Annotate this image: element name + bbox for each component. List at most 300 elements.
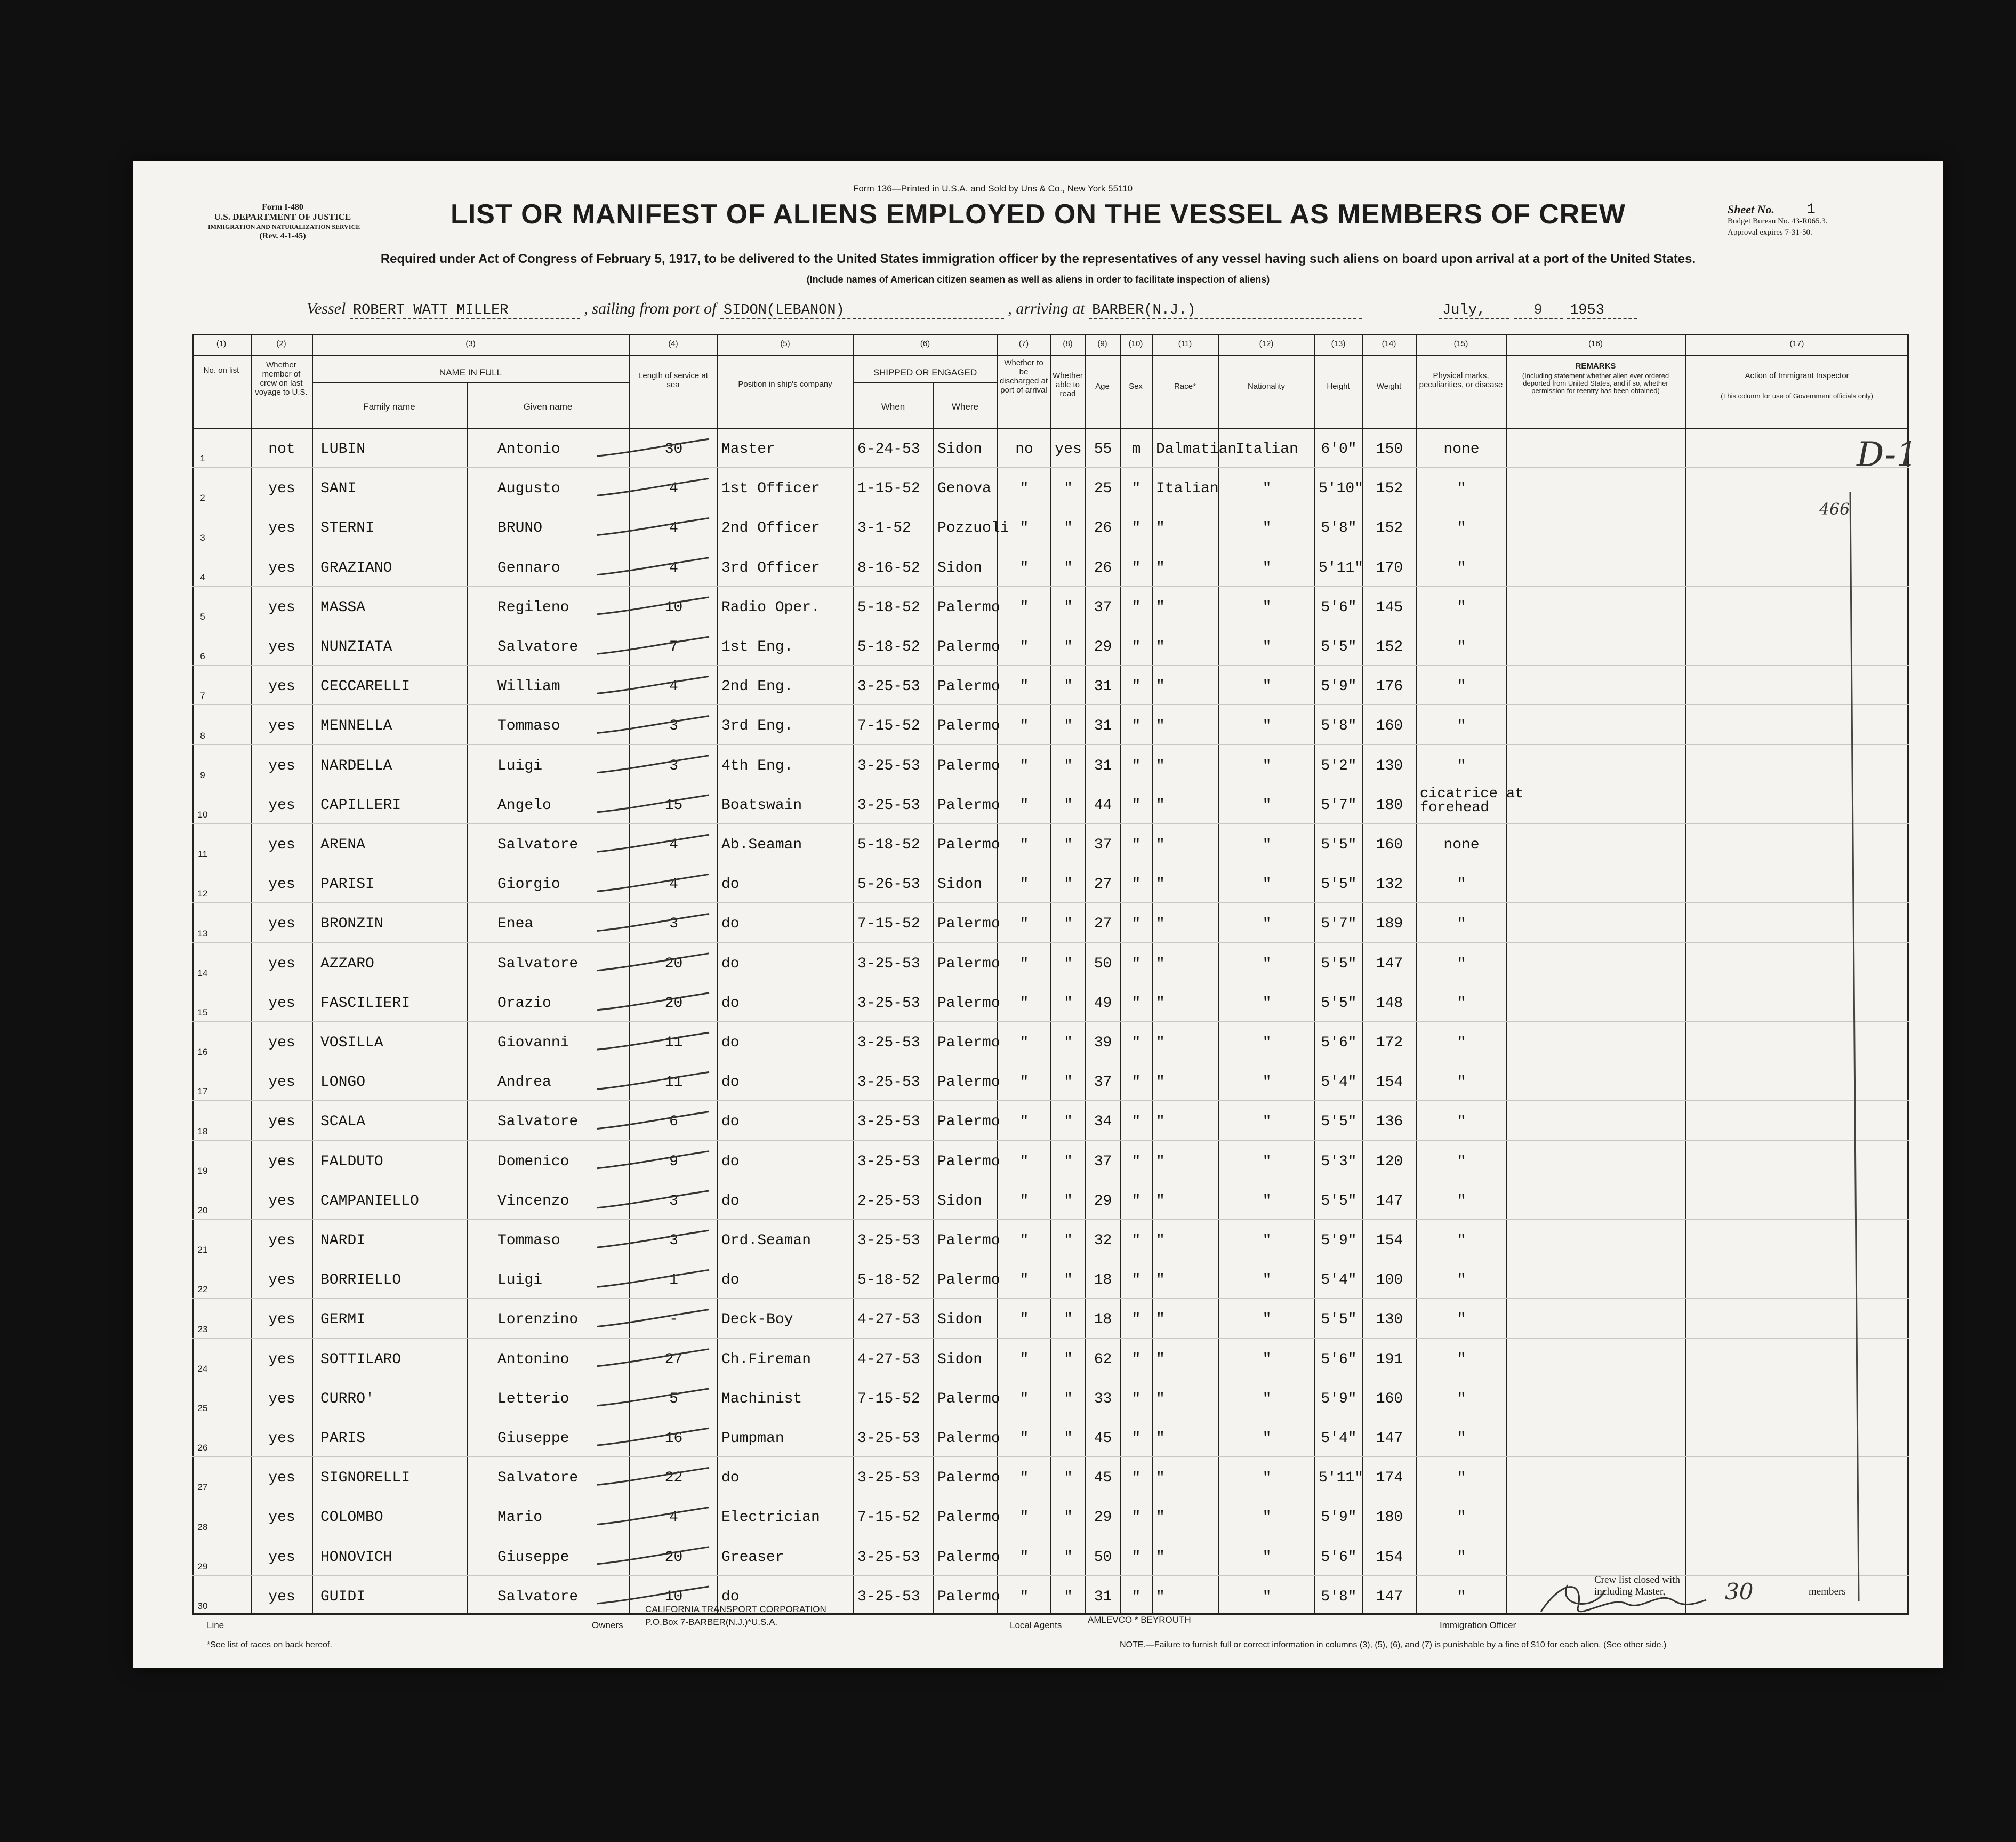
cell-position: 3rd Officer: [721, 559, 820, 576]
closing-including: including Master,: [1594, 1586, 1666, 1597]
cell-weight: 174: [1376, 1470, 1403, 1487]
cell-read: ": [1064, 1430, 1073, 1447]
column-number: (15): [1453, 339, 1468, 348]
cell-marks: ": [1457, 599, 1466, 616]
sheet-label: Sheet No.: [1728, 203, 1774, 216]
column-header: (Including statement whether alien ever ordered deported from United States, and if so, whether permission for reentry has been obtained): [1522, 372, 1669, 395]
cell-given: Tommaso: [497, 1232, 560, 1250]
cell-height: 5'7": [1321, 916, 1357, 933]
cell-marks: ": [1457, 1470, 1466, 1487]
cell-weight: 154: [1376, 1549, 1403, 1566]
cell-service: -: [669, 1311, 678, 1328]
strike-mark: [597, 597, 709, 614]
cell-read: ": [1064, 995, 1073, 1012]
column-header: Whether member of crew on last voyage to U.S.: [255, 361, 308, 397]
row-number: 12: [197, 888, 208, 899]
cell-read: ": [1064, 757, 1073, 774]
cell-weight: 176: [1376, 678, 1403, 695]
cell-disch: ": [1019, 718, 1029, 735]
cell-race: ": [1156, 718, 1165, 735]
cell-given: William: [497, 678, 560, 695]
cell-nat: ": [1262, 1114, 1272, 1131]
column-number: (4): [668, 339, 678, 348]
strike-mark: [597, 874, 709, 891]
inspector-number: 466: [1819, 500, 1850, 519]
column-number: (2): [276, 339, 286, 348]
cell-prev: yes: [268, 678, 295, 695]
cell-prev: yes: [268, 639, 295, 656]
cell-weight: 154: [1376, 1232, 1403, 1250]
strike-mark: [597, 676, 709, 693]
cell-when: 3-1-52: [857, 520, 911, 537]
cell-read: ": [1064, 876, 1073, 893]
cell-sex: ": [1131, 995, 1141, 1012]
footer-officer-label: Immigration Officer: [1440, 1620, 1516, 1630]
cell-family: AZZARO: [320, 955, 374, 972]
cell-disch: ": [1019, 678, 1029, 695]
cell-where: Palermo: [937, 916, 1000, 933]
cell-race: ": [1156, 559, 1165, 576]
strike-mark: [597, 1112, 709, 1129]
cell-race: ": [1156, 797, 1165, 814]
cell-service: 1: [669, 1272, 678, 1289]
cell-nat: ": [1262, 1311, 1272, 1328]
cell-when: 3-25-53: [857, 1035, 920, 1052]
cell-read: ": [1064, 1588, 1073, 1605]
cell-weight: 150: [1376, 441, 1403, 458]
cell-service: 3: [669, 718, 678, 735]
cell-given: BRUNO: [497, 520, 543, 537]
column-number: (10): [1128, 339, 1143, 348]
cell-given: Regileno: [497, 599, 569, 616]
column-number: (7): [1018, 339, 1029, 348]
closing-text: Crew list closed with: [1594, 1574, 1680, 1585]
cell-when: 3-25-53: [857, 678, 920, 695]
cell-disch: ": [1019, 1114, 1029, 1131]
cell-race: ": [1156, 599, 1165, 616]
cell-age: 49: [1094, 995, 1112, 1012]
column-number: (17): [1789, 339, 1804, 348]
cell-disch: ": [1019, 1430, 1029, 1447]
cell-race: ": [1156, 520, 1165, 537]
cell-position: do: [721, 995, 740, 1012]
row-number: 25: [197, 1403, 208, 1413]
cell-read: ": [1064, 480, 1073, 498]
column-header: Action of Immigrant Inspector: [1745, 371, 1849, 380]
cell-age: 37: [1094, 837, 1112, 854]
cell-weight: 172: [1376, 1035, 1403, 1052]
cell-race: ": [1156, 1035, 1165, 1052]
cell-marks: ": [1457, 1035, 1466, 1052]
table-row: [192, 1100, 1909, 1140]
row-number: 22: [197, 1284, 208, 1295]
row-number: 10: [197, 809, 208, 820]
table-row: [192, 1496, 1909, 1535]
cell-height: 5'8": [1321, 1588, 1357, 1605]
cell-given: Enea: [497, 916, 534, 933]
cell-service: 4: [669, 1509, 678, 1526]
table-row: [192, 704, 1909, 744]
cell-when: 5-18-52: [857, 599, 920, 616]
strike-mark: [597, 914, 709, 931]
cell-disch: ": [1019, 559, 1029, 576]
cell-where: Sidon: [937, 1311, 983, 1328]
column-header: NAME IN FULL: [439, 367, 502, 378]
cell-prev: yes: [268, 1509, 295, 1526]
cell-where: Pozzuoli: [937, 520, 1009, 537]
cell-family: CECCARELLI: [320, 678, 411, 695]
cell-when: 3-25-53: [857, 955, 920, 972]
cell-prev: yes: [268, 1232, 295, 1250]
cell-read: ": [1064, 599, 1073, 616]
cell-prev: yes: [268, 1114, 295, 1131]
strike-mark: [597, 1468, 709, 1485]
row-number: 30: [197, 1600, 208, 1611]
cell-read: ": [1064, 520, 1073, 537]
column-header: Nationality: [1247, 382, 1286, 391]
cell-position: do: [721, 1272, 740, 1289]
cell-prev: yes: [268, 1272, 295, 1289]
cell-height: 5'5": [1321, 955, 1357, 972]
cell-read: ": [1064, 1390, 1073, 1407]
crew-table: [192, 334, 1909, 1615]
cell-height: 5'2": [1321, 757, 1357, 774]
cell-given: Salvatore: [497, 639, 579, 656]
cell-nat: ": [1262, 718, 1272, 735]
cell-sex: ": [1131, 639, 1141, 656]
cell-marks: ": [1457, 639, 1466, 656]
cell-position: do: [721, 1192, 740, 1210]
cell-where: Palermo: [937, 995, 1000, 1012]
cell-where: Palermo: [937, 757, 1000, 774]
cell-position: do: [721, 1114, 740, 1131]
cell-sex: ": [1131, 1035, 1141, 1052]
cell-service: 10: [664, 1588, 683, 1605]
cell-given: Vincenzo: [497, 1192, 569, 1210]
cell-height: 5'4": [1321, 1074, 1357, 1091]
cell-given: Andrea: [497, 1074, 551, 1091]
cell-sex: ": [1131, 1470, 1141, 1487]
cell-sex: ": [1131, 1272, 1141, 1289]
cell-given: Luigi: [497, 757, 543, 774]
cell-nat: ": [1262, 1509, 1272, 1526]
cell-weight: 170: [1376, 559, 1403, 576]
column-header: (This column for use of Government officials only): [1721, 392, 1873, 400]
cell-marks: ": [1457, 757, 1466, 774]
cell-race: ": [1156, 678, 1165, 695]
cell-disch: ": [1019, 995, 1029, 1012]
cell-service: 16: [664, 1430, 683, 1447]
cell-given: Domenico: [497, 1153, 569, 1170]
cell-where: Palermo: [937, 837, 1000, 854]
cell-read: ": [1064, 678, 1073, 695]
cell-when: 5-26-53: [857, 876, 920, 893]
cell-position: Deck-Boy: [721, 1311, 793, 1328]
cell-nat: ": [1262, 757, 1272, 774]
inspector-vertical-line: [1840, 492, 1861, 1612]
strike-mark: [597, 1349, 709, 1366]
cell-when: 7-15-52: [857, 718, 920, 735]
cell-disch: ": [1019, 1232, 1029, 1250]
cell-service: 20: [664, 1549, 683, 1566]
cell-disch: ": [1019, 1549, 1029, 1566]
cell-disch: ": [1019, 1588, 1029, 1605]
cell-height: 5'10": [1319, 480, 1364, 498]
table-row: [192, 1417, 1909, 1456]
cell-family: STERNI: [320, 520, 374, 537]
cell-prev: yes: [268, 1470, 295, 1487]
cell-read: ": [1064, 955, 1073, 972]
cell-race: ": [1156, 1390, 1165, 1407]
cell-family: NARDI: [320, 1232, 366, 1250]
cell-position: 1st Eng.: [721, 639, 793, 656]
cell-sex: ": [1131, 757, 1141, 774]
cell-height: 5'6": [1321, 1351, 1357, 1368]
table-row: [192, 1259, 1909, 1298]
cell-race: ": [1156, 1549, 1165, 1566]
cell-marks: ": [1457, 1549, 1466, 1566]
cell-sex: ": [1131, 1588, 1141, 1605]
cell-read: ": [1064, 1509, 1073, 1526]
table-row: [192, 467, 1909, 507]
cell-position: Greaser: [721, 1549, 784, 1566]
footer-agents-label: Local Agents: [1010, 1620, 1062, 1630]
arrival-day: 9: [1514, 302, 1563, 319]
subheader-line: [312, 382, 629, 383]
cell-prev: yes: [268, 1390, 295, 1407]
strike-mark: [597, 637, 709, 654]
cell-weight: 130: [1376, 757, 1403, 774]
cell-position: Pumpman: [721, 1430, 784, 1447]
cell-race: ": [1156, 639, 1165, 656]
table-row: [192, 665, 1909, 704]
cell-race: ": [1156, 1074, 1165, 1091]
table-row: [192, 982, 1909, 1021]
cell-weight: 147: [1376, 1588, 1403, 1605]
cell-race: ": [1156, 757, 1165, 774]
column-number: (5): [780, 339, 790, 348]
cell-marks: ": [1457, 1114, 1466, 1131]
cell-sex: ": [1131, 1192, 1141, 1210]
cell-disch: ": [1019, 1390, 1029, 1407]
column-number: (13): [1331, 339, 1346, 348]
cell-weight: 191: [1376, 1351, 1403, 1368]
cell-age: 31: [1094, 757, 1112, 774]
cell-nat: ": [1262, 1153, 1272, 1170]
cell-height: 5'9": [1321, 1390, 1357, 1407]
cell-prev: yes: [268, 559, 295, 576]
cell-height: 5'5": [1321, 876, 1357, 893]
cell-family: GUIDI: [320, 1588, 366, 1605]
cell-where: Palermo: [937, 1114, 1000, 1131]
cell-family: BORRIELLO: [320, 1272, 401, 1289]
cell-age: 29: [1094, 1509, 1112, 1526]
cell-height: 5'6": [1321, 1035, 1357, 1052]
column-header: Height: [1327, 382, 1350, 391]
footer-owners-1: CALIFORNIA TRANSPORT CORPORATION: [645, 1604, 826, 1614]
cell-read: ": [1064, 1470, 1073, 1487]
cell-position: Radio Oper.: [721, 599, 820, 616]
cell-weight: 147: [1376, 1430, 1403, 1447]
table-row: [192, 1456, 1909, 1496]
service: IMMIGRATION AND NATURALIZATION SERVICE: [208, 223, 360, 230]
cell-prev: yes: [268, 955, 295, 972]
cell-nat: ": [1262, 1390, 1272, 1407]
cell-when: 5-18-52: [857, 1272, 920, 1289]
cell-prev: yes: [268, 1588, 295, 1605]
cell-family: PARISI: [320, 876, 374, 893]
cell-service: 3: [669, 1232, 678, 1250]
cell-age: 33: [1094, 1390, 1112, 1407]
strike-mark: [597, 993, 709, 1010]
cell-height: 5'5": [1321, 837, 1357, 854]
cell-position: do: [721, 916, 740, 933]
cell-read: ": [1064, 1153, 1073, 1170]
row-number: 14: [197, 967, 208, 978]
service-strike-marks: [587, 334, 800, 1615]
cell-sex: ": [1131, 1509, 1141, 1526]
cell-given: Orazio: [497, 995, 551, 1012]
cell-marks: ": [1457, 480, 1466, 498]
column-header: Whether to be discharged at port of arrival: [999, 358, 1048, 395]
cell-height: 5'9": [1321, 1509, 1357, 1526]
cell-prev: yes: [268, 599, 295, 616]
cell-height: 5'5": [1321, 1192, 1357, 1210]
cell-sex: ": [1131, 1430, 1141, 1447]
cell-when: 3-25-53: [857, 797, 920, 814]
table-row: [192, 902, 1909, 942]
cell-sex: ": [1131, 1311, 1141, 1328]
cell-prev: not: [268, 441, 295, 458]
cell-family: ARENA: [320, 837, 366, 854]
cell-when: 3-25-53: [857, 1470, 920, 1487]
table-row: [192, 1536, 1909, 1575]
cell-disch: ": [1019, 1153, 1029, 1170]
cell-height: 6'0": [1321, 441, 1357, 458]
cell-where: Palermo: [937, 1509, 1000, 1526]
cell-position: Master: [721, 441, 775, 458]
cell-height: 5'9": [1321, 678, 1357, 695]
cell-service: 6: [669, 1114, 678, 1131]
cell-weight: 160: [1376, 837, 1403, 854]
cell-marks: ": [1457, 995, 1466, 1012]
footer-agents: AMLEVCO * BEYROUTH: [1088, 1615, 1191, 1625]
cell-family: MASSA: [320, 599, 366, 616]
cell-given: Augusto: [497, 480, 560, 498]
cell-disch: ": [1019, 1035, 1029, 1052]
cell-weight: 180: [1376, 1509, 1403, 1526]
cell-where: Palermo: [937, 1035, 1000, 1052]
cell-when: 3-25-53: [857, 1114, 920, 1131]
column-header: Family name: [363, 402, 415, 412]
cell-weight: 154: [1376, 1074, 1403, 1091]
cell-nat: ": [1262, 559, 1272, 576]
cell-family: GRAZIANO: [320, 559, 392, 576]
cell-sex: ": [1131, 1074, 1141, 1091]
cell-nat: ": [1262, 1035, 1272, 1052]
cell-prev: yes: [268, 876, 295, 893]
cell-nat: ": [1262, 520, 1272, 537]
cell-height: 5'6": [1321, 599, 1357, 616]
footer-line-label: Line: [207, 1620, 224, 1630]
cell-marks: ": [1457, 1153, 1466, 1170]
cell-marks: ": [1457, 876, 1466, 893]
strike-mark: [597, 1310, 709, 1327]
cell-sex: ": [1131, 955, 1141, 972]
cell-service: 4: [669, 837, 678, 854]
cell-nat: ": [1262, 678, 1272, 695]
cell-read: ": [1064, 1232, 1073, 1250]
cell-age: 44: [1094, 797, 1112, 814]
cell-age: 31: [1094, 718, 1112, 735]
cell-when: 7-15-52: [857, 916, 920, 933]
cell-prev: yes: [268, 797, 295, 814]
cell-where: Sidon: [937, 876, 983, 893]
cell-marks: ": [1457, 1074, 1466, 1091]
cell-prev: yes: [268, 1351, 295, 1368]
cell-race: ": [1156, 1588, 1165, 1605]
cell-disch: ": [1019, 757, 1029, 774]
column-number: (1): [216, 339, 227, 348]
cell-service: 15: [664, 797, 683, 814]
header-number-line: [192, 355, 1909, 356]
strike-mark: [597, 954, 709, 971]
cell-service: 7: [669, 639, 678, 656]
cell-prev: yes: [268, 1311, 295, 1328]
cell-read: ": [1064, 916, 1073, 933]
cell-read: ": [1064, 1074, 1073, 1091]
print-line: Form 136—Printed in U.S.A. and Sold by Uns & Co., New York 55110: [853, 183, 1133, 194]
cell-service: 11: [664, 1035, 683, 1052]
approval-expires: Approval expires 7-31-50.: [1728, 228, 1812, 237]
cell-weight: 180: [1376, 797, 1403, 814]
cell-sex: ": [1131, 1232, 1141, 1250]
cell-nat: ": [1262, 995, 1272, 1012]
column-number: (6): [920, 339, 930, 348]
cell-marks: ": [1457, 1232, 1466, 1250]
cell-given: Giovanni: [497, 1035, 569, 1052]
cell-service: 27: [664, 1351, 683, 1368]
table-row: [192, 428, 1909, 467]
row-number: 23: [197, 1324, 208, 1334]
cell-race: ": [1156, 1430, 1165, 1447]
port-from: SIDON(LEBANON): [720, 302, 1004, 319]
cell-position: Ch.Fireman: [721, 1351, 812, 1368]
row-number: 11: [198, 849, 207, 860]
cell-disch: ": [1019, 599, 1029, 616]
cell-family: MENNELLA: [320, 718, 392, 735]
row-number: 16: [197, 1047, 208, 1058]
cell-read: ": [1064, 1035, 1073, 1052]
cell-given: Tommaso: [497, 718, 560, 735]
cell-age: 18: [1094, 1311, 1112, 1328]
cell-height: 5'5": [1321, 995, 1357, 1012]
row-number: 13: [197, 928, 208, 939]
cell-when: 6-24-53: [857, 441, 920, 458]
cell-disch: ": [1019, 1351, 1029, 1368]
cell-when: 3-25-53: [857, 1232, 920, 1250]
cell-nat: ": [1262, 797, 1272, 814]
cell-marks: cicatrice at forehead: [1420, 786, 1524, 816]
cell-service: 9: [669, 1153, 678, 1170]
strike-mark: [597, 1032, 709, 1050]
cell-nat: ": [1262, 1430, 1272, 1447]
cell-sex: ": [1131, 559, 1141, 576]
cell-disch: ": [1019, 480, 1029, 498]
cell-family: CAMPANIELLO: [320, 1192, 419, 1210]
required-notice: Required under Act of Congress of February 5, 1917, to be delivered to the United States immigration officer by the representatives of any vessel having such aliens on board upon arrival at a port of the United States.: [380, 252, 1696, 266]
cell-where: Palermo: [937, 1588, 1000, 1605]
